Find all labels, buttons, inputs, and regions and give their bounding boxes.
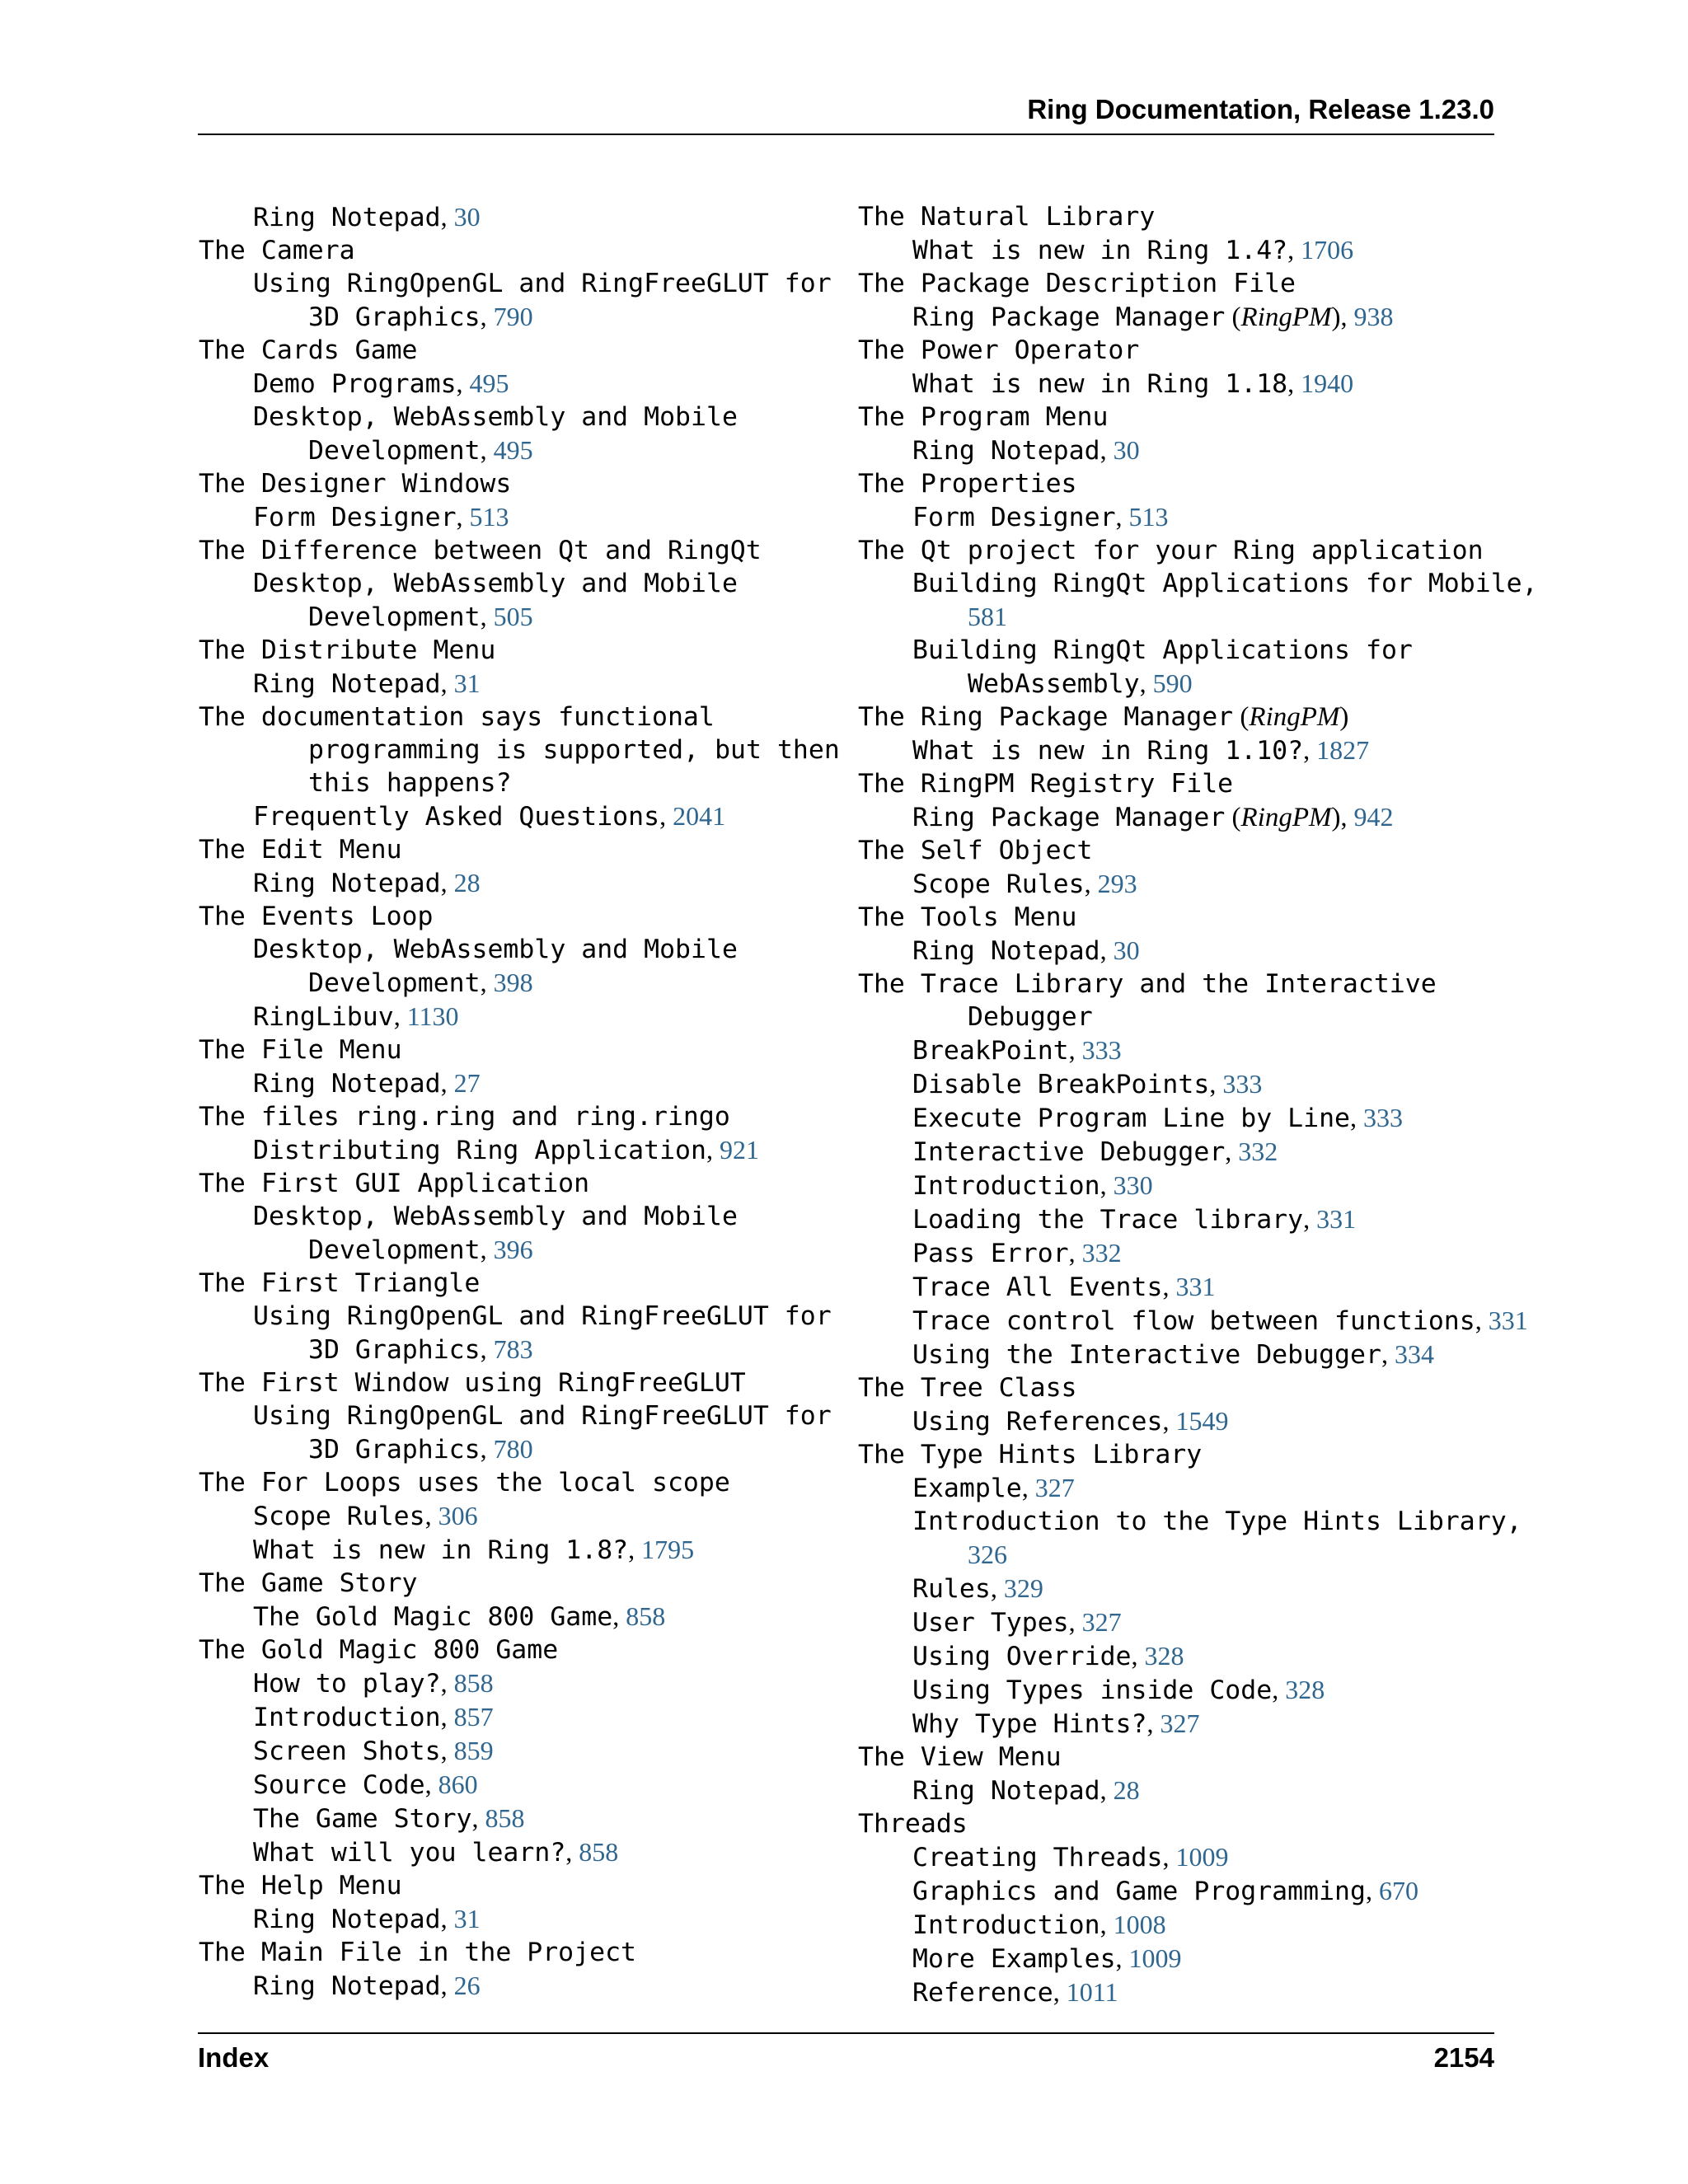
- entry-text: The Designer Windows: [199, 469, 512, 499]
- entry-text: The Program Menu: [858, 402, 1109, 432]
- entry-text: Introduction to the Type Hints Library,: [912, 1507, 1522, 1536]
- index-subentry: BreakPoint, 333: [912, 1035, 1122, 1066]
- index-subentry: What is new in Ring 1.4?, 1706: [912, 235, 1354, 265]
- index-subentry: Trace control flow between functions, 331: [912, 1305, 1528, 1336]
- entry-text: Trace All Events: [912, 1272, 1163, 1302]
- index-subentry: Execute Program Line by Line, 333: [912, 1103, 1404, 1133]
- entry-text: Building RingQt Applications for Mobile,: [912, 569, 1538, 598]
- index-subentry: Ring Notepad, 27: [253, 1068, 481, 1099]
- index-continuation: WebAssembly, 590: [968, 668, 1193, 699]
- index-subentry: Creating Threads, 1009: [912, 1842, 1229, 1872]
- entry-text: Interactive Debugger: [912, 1137, 1226, 1167]
- entry-text: Frequently Asked Questions: [253, 802, 660, 832]
- page-reference-link[interactable]: 670: [1378, 1876, 1418, 1905]
- entry-text: programming is supported, but then: [308, 735, 840, 765]
- index-subentry: Loading the Trace library, 331: [912, 1204, 1357, 1235]
- entry-text: Screen Shots: [253, 1736, 441, 1766]
- entry-text: Execute Program Line by Line: [912, 1104, 1351, 1133]
- entry-text: Development: [308, 436, 481, 466]
- index-term: The Ring Package Manager (RingPM): [858, 702, 1349, 732]
- page-reference-link[interactable]: 1008: [1113, 1910, 1166, 1939]
- index-subentry: What is new in Ring 1.8?, 1795: [253, 1535, 695, 1565]
- index-subentry: Pass Error, 332: [912, 1238, 1122, 1268]
- entry-text: Desktop, WebAssembly and Mobile: [253, 402, 738, 432]
- index-subentry: [858, 567, 1538, 600]
- index-subentry: Using Types inside Code, 328: [912, 1675, 1325, 1705]
- page-reference-link[interactable]: 27: [453, 1068, 481, 1098]
- page-reference-link[interactable]: 938: [1353, 302, 1394, 331]
- page-reference-link[interactable]: 327: [1081, 1607, 1122, 1637]
- page-reference-link[interactable]: 921: [719, 1135, 759, 1165]
- index-subentry: Ring Notepad, 31: [253, 1904, 481, 1934]
- page-reference-link[interactable]: 780: [493, 1434, 533, 1464]
- entry-text: Trace control flow between functions: [912, 1306, 1475, 1336]
- entry-text: Development: [308, 1235, 481, 1265]
- page-reference-link[interactable]: 30: [453, 202, 481, 232]
- entry-text: The Cards Game: [199, 335, 418, 365]
- page-reference-link[interactable]: 1706: [1301, 235, 1354, 265]
- index-subentry: Ring Notepad, 30: [912, 935, 1140, 966]
- entry-text: Form Designer: [253, 503, 457, 532]
- index-column-left: [199, 200, 840, 2003]
- index-subentry: Demo Programs, 495: [253, 368, 509, 399]
- page-reference-link[interactable]: 590: [1152, 668, 1193, 698]
- index-subentry: More Examples, 1009: [912, 1943, 1182, 1974]
- index-continuation: [199, 766, 825, 799]
- page-reference-link[interactable]: 31: [453, 668, 481, 698]
- index-term: [858, 834, 1509, 867]
- index-term: [199, 1267, 825, 1300]
- index-subentry: RingLibuv, 1130: [253, 1001, 459, 1032]
- entry-text: The First Window using RingFreeGLUT: [199, 1368, 746, 1398]
- entry-text: Introduction: [912, 1171, 1100, 1201]
- index-subentry: Scope Rules, 293: [912, 869, 1137, 899]
- index-subentry: [199, 267, 832, 300]
- page-reference-link[interactable]: 329: [1003, 1573, 1043, 1603]
- footer-page-number: 2154: [1433, 2042, 1494, 2073]
- page-reference-link[interactable]: 1011: [1066, 1977, 1118, 2007]
- index-term: [199, 1100, 825, 1133]
- page-reference-link[interactable]: 332: [1238, 1137, 1278, 1166]
- page-reference-link[interactable]: 495: [493, 435, 533, 465]
- entry-text: Pass Error: [912, 1239, 1069, 1268]
- entry-italic-text: RingPM: [1240, 302, 1332, 332]
- entry-text: Development: [308, 968, 481, 998]
- page-reference-link[interactable]: 790: [493, 302, 533, 331]
- entry-text: The Gold Magic 800 Game: [199, 1635, 559, 1665]
- page-reference-link[interactable]: 860: [438, 1769, 478, 1799]
- index-continuation: [858, 600, 1509, 634]
- page-reference-link[interactable]: 1795: [641, 1535, 695, 1564]
- index-subentry: Using Override, 328: [912, 1641, 1184, 1671]
- index-subentry: Ring Notepad, 26: [253, 1971, 481, 2001]
- index-subentry: Why Type Hints?, 327: [912, 1708, 1200, 1739]
- entry-text: Using RingOpenGL and RingFreeGLUT for: [253, 269, 832, 298]
- entry-text: The Help Menu: [199, 1871, 402, 1900]
- entry-text: Ring Notepad: [912, 936, 1100, 966]
- index-continuation: Development, 495: [308, 435, 533, 466]
- entry-text: 3D Graphics: [308, 1435, 481, 1465]
- index-subentry: Source Code, 860: [253, 1769, 478, 1800]
- index-continuation: 3D Graphics, 783: [308, 1334, 533, 1365]
- index-subentry: The Gold Magic 800 Game, 858: [253, 1601, 666, 1632]
- index-continuation: Development, 505: [308, 602, 533, 632]
- page-reference-link[interactable]: 30: [1113, 435, 1140, 465]
- entry-text: Ring Notepad: [253, 1069, 441, 1099]
- page-reference-link[interactable]: 1009: [1175, 1842, 1229, 1872]
- page-reference-link[interactable]: 328: [1285, 1675, 1325, 1704]
- entry-text: The Power Operator: [858, 335, 1140, 365]
- page-reference-link[interactable]: 513: [469, 502, 509, 532]
- index-continuation: [199, 733, 840, 766]
- entry-text: The files ring.ring and ring.ringo: [199, 1102, 730, 1132]
- index-term: [858, 267, 1509, 300]
- index-term: [199, 1633, 825, 1666]
- index-subentry: What is new in Ring 1.18, 1940: [912, 368, 1354, 399]
- page-reference-link[interactable]: 26: [453, 1971, 481, 2000]
- page-footer: [198, 2032, 1494, 2083]
- index-subentry: Rules, 329: [912, 1573, 1043, 1604]
- index-term: [199, 634, 825, 667]
- index-subentry: Using References, 1549: [912, 1406, 1229, 1436]
- page-reference-link[interactable]: 1549: [1175, 1406, 1229, 1436]
- index-subentry: Reference, 1011: [912, 1977, 1118, 2008]
- entry-text: Ring Notepad: [253, 203, 441, 232]
- page-reference-link[interactable]: 330: [1113, 1170, 1153, 1200]
- index-subentry: Form Designer, 513: [912, 502, 1169, 532]
- page-reference-link[interactable]: 293: [1097, 869, 1137, 898]
- index-subentry: [199, 1399, 832, 1432]
- index-term: [858, 1438, 1509, 1471]
- index-subentry: Trace All Events, 331: [912, 1272, 1216, 1302]
- entry-text: The Self Object: [858, 836, 1093, 865]
- index-subentry: Ring Notepad, 31: [253, 668, 481, 699]
- entry-text: The RingPM Registry File: [858, 769, 1234, 799]
- entry-text: Using Types inside Code: [912, 1675, 1273, 1705]
- entry-text: The Qt project for your Ring application: [858, 536, 1484, 565]
- index-term: [199, 534, 825, 567]
- entry-text: The Tree Class: [858, 1373, 1077, 1403]
- entry-text: Using Override: [912, 1642, 1132, 1671]
- page-reference-link[interactable]: 331: [1316, 1204, 1357, 1234]
- page-reference-link[interactable]: 326: [968, 1540, 1007, 1569]
- entry-text: Ring Notepad: [253, 669, 441, 699]
- index-subentry: Distributing Ring Application, 921: [253, 1135, 759, 1165]
- index-term: [199, 900, 825, 933]
- index-subentry: [199, 567, 825, 600]
- index-term: [858, 534, 1509, 567]
- footer-section-name: Index: [198, 2042, 270, 2073]
- entry-text: Building RingQt Applications for: [912, 635, 1413, 665]
- entry-text: 3D Graphics: [308, 1335, 481, 1365]
- index-term: [858, 1741, 1509, 1774]
- entry-text: Using References: [912, 1407, 1163, 1436]
- entry-italic-text: RingPM: [1249, 702, 1340, 732]
- page-reference-link[interactable]: 396: [493, 1235, 533, 1264]
- page-reference-link[interactable]: 513: [1128, 502, 1169, 532]
- entry-text: What will you learn?: [253, 1838, 566, 1868]
- index-subentry: User Types, 327: [912, 1607, 1122, 1638]
- entry-text: Ring Notepad: [253, 869, 441, 898]
- page-reference-link[interactable]: 28: [1113, 1775, 1140, 1805]
- entry-text: The Tools Menu: [858, 902, 1077, 932]
- index-continuation: 3D Graphics, 790: [308, 302, 533, 332]
- index-subentry: Scope Rules, 306: [253, 1501, 478, 1531]
- index-subentry: How to play?, 858: [253, 1668, 494, 1699]
- page-reference-link[interactable]: 334: [1394, 1339, 1434, 1369]
- page-reference-link[interactable]: 331: [1175, 1272, 1216, 1301]
- index-term: [858, 1371, 1509, 1404]
- index-term: [858, 1807, 1509, 1840]
- page-reference-link[interactable]: 28: [453, 868, 481, 898]
- index-subentry: Form Designer, 513: [253, 502, 509, 532]
- index-subentry: Example, 327: [912, 1473, 1075, 1503]
- index-subentry: Graphics and Game Programming, 670: [912, 1876, 1418, 1906]
- entry-text: The Game Story: [253, 1804, 472, 1834]
- index-term: [858, 334, 1509, 367]
- index-term: [199, 701, 825, 733]
- index-continuation: Development, 396: [308, 1235, 533, 1265]
- entry-text: The Type Hints Library: [858, 1440, 1203, 1469]
- index-continuation: 3D Graphics, 780: [308, 1434, 533, 1465]
- entry-text: How to play?: [253, 1669, 441, 1699]
- entry-italic-text: RingPM: [1240, 803, 1332, 832]
- entry-text: Ring Package Manager: [912, 803, 1226, 832]
- index-subentry: Ring Notepad, 28: [253, 868, 481, 898]
- page-reference-link[interactable]: 1009: [1128, 1943, 1182, 1973]
- index-subentry: Ring Package Manager (RingPM), 942: [912, 802, 1394, 832]
- page-reference-link[interactable]: 495: [469, 368, 509, 398]
- index-subentry: Ring Package Manager (RingPM), 938: [912, 302, 1394, 332]
- entry-text: The Camera: [199, 236, 355, 265]
- entry-text: Ring Notepad: [253, 1971, 441, 2001]
- entry-text: Desktop, WebAssembly and Mobile: [253, 935, 738, 964]
- index-subentry: [199, 1200, 825, 1233]
- entry-text: Example: [912, 1474, 1022, 1503]
- entry-text: RingLibuv: [253, 1002, 394, 1032]
- entry-text: Desktop, WebAssembly and Mobile: [253, 569, 738, 598]
- entry-text: Reference: [912, 1978, 1053, 2008]
- index-term: [199, 1033, 825, 1066]
- page-reference-link[interactable]: 333: [1081, 1035, 1122, 1065]
- page-reference-link[interactable]: 327: [1160, 1708, 1200, 1738]
- entry-text: The For Loops uses the local scope: [199, 1468, 730, 1497]
- entry-text: Ring Notepad: [912, 1776, 1100, 1806]
- index-term: [199, 1869, 825, 1902]
- page-reference-link[interactable]: 31: [453, 1904, 481, 1933]
- entry-text: Why Type Hints?: [912, 1709, 1147, 1739]
- entry-text: The Main File in the Project: [199, 1938, 637, 1967]
- page-header: [198, 92, 1494, 135]
- entry-text: 3D Graphics: [308, 302, 481, 332]
- entry-text: The Natural Library: [858, 202, 1156, 232]
- entry-text: Rules: [912, 1574, 991, 1604]
- index-column-right: [858, 200, 1538, 2009]
- page-reference-link[interactable]: 581: [968, 602, 1007, 631]
- page-reference-link[interactable]: 858: [579, 1837, 619, 1867]
- entry-text: What is new in Ring 1.4?: [912, 236, 1288, 265]
- entry-text: The File Menu: [199, 1035, 402, 1065]
- entry-text: Graphics and Game Programming: [912, 1877, 1366, 1906]
- index-term: [858, 968, 1509, 1001]
- entry-text: What is new in Ring 1.18: [912, 369, 1288, 399]
- index-term: [199, 1167, 825, 1200]
- entry-text: Form Designer: [912, 503, 1116, 532]
- page-reference-link[interactable]: 30: [1113, 935, 1140, 965]
- entry-text: Desktop, WebAssembly and Mobile: [253, 1202, 738, 1231]
- index-subentry: Introduction, 1008: [912, 1910, 1166, 1940]
- index-term: [858, 401, 1509, 434]
- entry-text: The Difference between Qt and RingQt: [199, 536, 762, 565]
- page-reference-link[interactable]: 505: [493, 602, 533, 631]
- entry-text: BreakPoint: [912, 1036, 1069, 1066]
- index-subentry: Introduction, 330: [912, 1170, 1153, 1201]
- entry-text: Creating Threads: [912, 1843, 1163, 1872]
- entry-text: The Package Description File: [858, 269, 1296, 298]
- entry-text: Threads: [858, 1809, 968, 1839]
- page-reference-link[interactable]: 398: [493, 968, 533, 997]
- page-reference-link[interactable]: 1940: [1301, 368, 1354, 398]
- index-term: [199, 1567, 825, 1600]
- page-reference-link[interactable]: 306: [438, 1501, 478, 1530]
- entry-text: Using RingOpenGL and RingFreeGLUT for: [253, 1301, 832, 1331]
- page-reference-link[interactable]: 333: [1222, 1069, 1263, 1099]
- entry-text: Debugger: [968, 1002, 1093, 1032]
- entry-text: Introduction: [912, 1910, 1100, 1940]
- entry-text: The First GUI Application: [199, 1169, 590, 1198]
- page-reference-link[interactable]: 858: [453, 1668, 494, 1698]
- entry-text: Scope Rules: [912, 869, 1085, 899]
- entry-text: Demo Programs: [253, 369, 457, 399]
- entry-text: Ring Notepad: [253, 1905, 441, 1934]
- index-subentry: Frequently Asked Questions, 2041: [253, 801, 726, 832]
- index-subentry: Ring Notepad, 30: [912, 435, 1140, 466]
- index-term: [199, 1366, 825, 1399]
- index-subentry: What will you learn?, 858: [253, 1837, 619, 1868]
- index-subentry: [858, 634, 1509, 667]
- entry-text: The Gold Magic 800 Game: [253, 1602, 613, 1632]
- entry-text: Source Code: [253, 1770, 425, 1800]
- entry-text: Scope Rules: [253, 1502, 425, 1531]
- entry-text: Using the Interactive Debugger: [912, 1340, 1381, 1370]
- index-continuation: [858, 1538, 1509, 1572]
- entry-text: this happens?: [308, 768, 512, 798]
- document-title: Ring Documentation, Release 1.23.0: [1027, 94, 1494, 124]
- index-subentry: What is new in Ring 1.10?, 1827: [912, 735, 1370, 766]
- index-term: [858, 200, 1509, 233]
- index-term: [199, 1466, 825, 1499]
- entry-text: WebAssembly: [968, 669, 1140, 699]
- entry-text: Using RingOpenGL and RingFreeGLUT for: [253, 1401, 832, 1431]
- entry-text: What is new in Ring 1.10?: [912, 736, 1304, 766]
- index-continuation: Development, 398: [308, 968, 533, 998]
- page-reference-link[interactable]: 858: [626, 1601, 666, 1631]
- index-subentry: The Game Story, 858: [253, 1803, 525, 1834]
- page-reference-link[interactable]: 1130: [406, 1001, 459, 1031]
- index-term: [199, 467, 825, 500]
- entry-text: The Events Loop: [199, 902, 434, 931]
- entry-text: The Properties: [858, 469, 1077, 499]
- index-term: [199, 234, 825, 267]
- page-reference-link[interactable]: 859: [453, 1736, 494, 1765]
- index-subentry: Interactive Debugger, 332: [912, 1137, 1278, 1167]
- index-continuation: [858, 1001, 1509, 1033]
- entry-text: More Examples: [912, 1944, 1116, 1974]
- entry-text: The First Triangle: [199, 1268, 481, 1298]
- entry-text: User Types: [912, 1608, 1069, 1638]
- page-reference-link[interactable]: 327: [1034, 1473, 1075, 1502]
- page-reference-link[interactable]: 783: [493, 1334, 533, 1364]
- index-subentry: Screen Shots, 859: [253, 1736, 494, 1766]
- page-reference-link[interactable]: 858: [485, 1803, 525, 1833]
- entry-text: Introduction: [253, 1703, 441, 1732]
- index-term: [858, 767, 1509, 800]
- page-reference-link[interactable]: 1827: [1316, 735, 1370, 765]
- index-term: [199, 833, 825, 866]
- index-subentry: Using the Interactive Debugger, 334: [912, 1339, 1434, 1370]
- index-subentry: [199, 933, 825, 966]
- page-reference-link[interactable]: 857: [453, 1702, 494, 1732]
- page-reference-link[interactable]: 328: [1144, 1641, 1184, 1671]
- index-subentry: [858, 1505, 1522, 1538]
- entry-text: Loading the Trace library: [912, 1205, 1304, 1235]
- index-term: [199, 334, 825, 367]
- entry-text: The Ring Package Manager: [858, 702, 1234, 732]
- index-term: [858, 467, 1509, 500]
- entry-text: The documentation says functional: [199, 702, 715, 732]
- index-subentry: Disable BreakPoints, 333: [912, 1069, 1263, 1099]
- page-reference-link[interactable]: 942: [1353, 802, 1394, 832]
- entry-text: The Game Story: [199, 1568, 418, 1598]
- entry-text: The Trace Library and the Interactive: [858, 969, 1437, 999]
- index-term: [199, 1936, 825, 1969]
- page-reference-link[interactable]: 332: [1081, 1238, 1122, 1268]
- index-subentry: [199, 1300, 832, 1333]
- entry-text: The Edit Menu: [199, 835, 402, 865]
- index-term: [858, 901, 1509, 934]
- entry-text: The View Menu: [858, 1742, 1062, 1772]
- entry-text: Distributing Ring Application: [253, 1136, 706, 1165]
- index-subentry: [199, 401, 825, 434]
- page-reference-link[interactable]: 333: [1363, 1103, 1404, 1132]
- page-reference-link[interactable]: 331: [1488, 1305, 1528, 1335]
- entry-text: What is new in Ring 1.8?: [253, 1535, 629, 1565]
- entry-text: Ring Package Manager: [912, 302, 1226, 332]
- entry-text: The Distribute Menu: [199, 635, 496, 665]
- entry-text: Disable BreakPoints: [912, 1070, 1210, 1099]
- index-subentry: Ring Notepad, 28: [912, 1775, 1140, 1806]
- index-subentry: Introduction, 857: [253, 1702, 494, 1732]
- page-reference-link[interactable]: 2041: [673, 801, 726, 831]
- entry-text: Ring Notepad: [912, 436, 1100, 466]
- index-subentry: Ring Notepad, 30: [253, 202, 481, 232]
- entry-text: Development: [308, 602, 481, 632]
